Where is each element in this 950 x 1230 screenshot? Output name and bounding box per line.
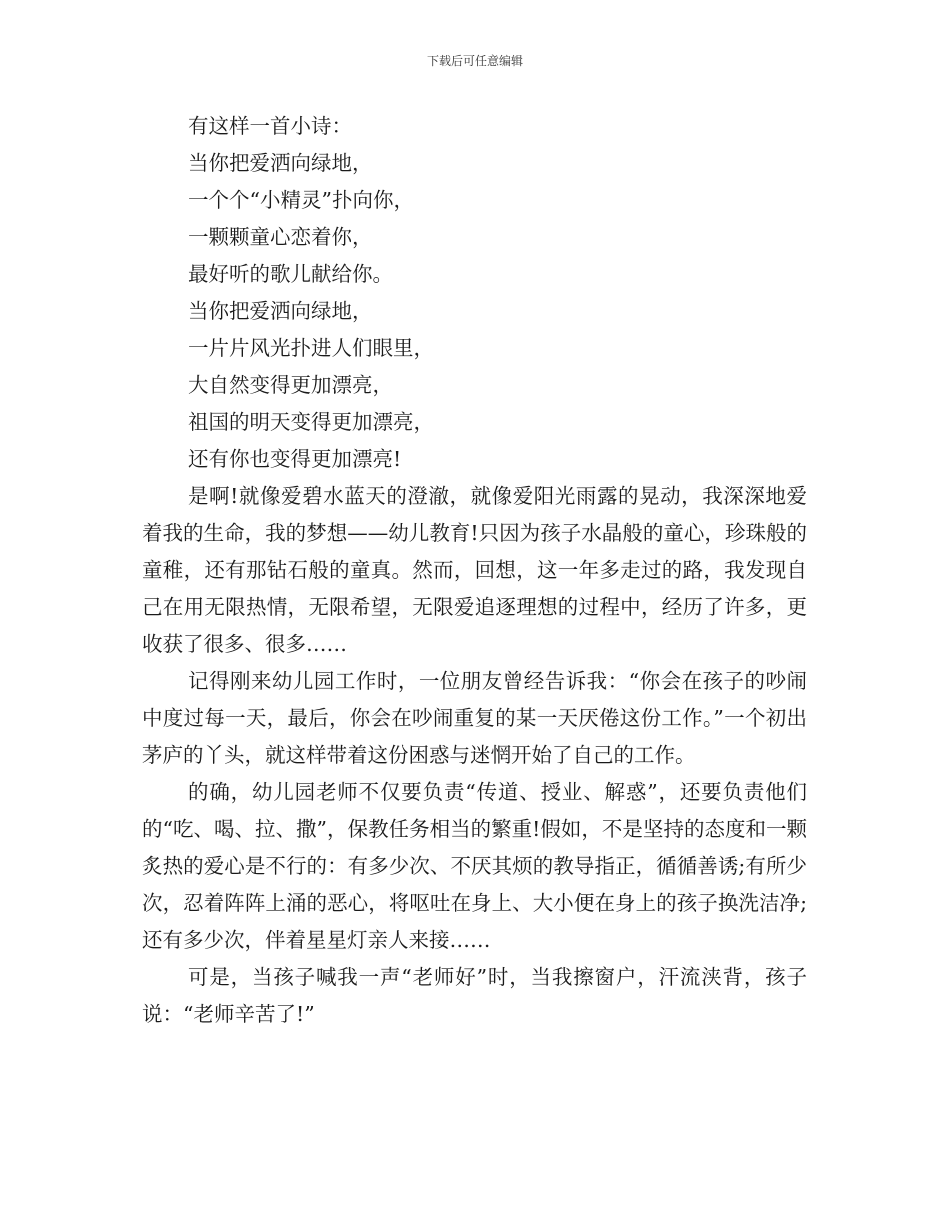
poem-line: 当你把爱洒向绿地， xyxy=(188,151,373,175)
poem-line: 大自然变得更加漂亮， xyxy=(188,373,393,397)
poem-line: 一个个“小精灵”扑向你， xyxy=(188,188,414,212)
body-paragraph: 的确，幼儿园老师不仅要负责“传道、授业、解惑”，还要负责他们的“吃、喝、拉、撒”，保教任务相当的繁重!假如，不是坚持的态度和一颗炙热的爱心是不行的：有多少次、不厌其烦的教导指正，循循善诱;有所少次，忍着阵阵上涌的恶心，将呕吐在身上、大小便在身上的孩子换洗洁净;还有多少次，伴着星星灯亲人来接…… xyxy=(142,780,807,952)
body-paragraph: 记得刚来幼儿园工作时，一位朋友曾经告诉我：“你会在孩子的吵闹中度过每一天，最后，你会在吵闹重复的某一天厌倦这份工作。”一个初出茅庐的丫头，就这样带着这份困惑与迷惘开始了自己的工作。 xyxy=(142,669,807,767)
body-paragraph: 可是，当孩子喊我一声“老师好”时，当我擦窗户，汗流浃背，孩子说：“老师辛苦了!” xyxy=(142,965,807,1026)
poem-line: 最好听的歌儿献给你。 xyxy=(188,262,393,286)
body-paragraph: 是啊!就像爱碧水蓝天的澄澈，就像爱阳光雨露的晃动，我深深地爱着我的生命，我的梦想——幼儿教育!只因为孩子水晶般的童心，珍珠般的童稚，还有那钻石般的童真。然而，回想，这一年多走过的路，我发现自己在用无限热情，无限希望，无限爱追逐理想的过程中，经历了许多，更收获了很多、很多…… xyxy=(142,484,807,656)
poem-line: 祖国的明天变得更加漂亮， xyxy=(188,410,434,434)
document-body xyxy=(142,108,807,1033)
page-header: 下载后可任意编辑 xyxy=(426,54,523,68)
poem-line: 一颗颗童心恋着你， xyxy=(188,225,373,249)
poem-line: 一片片风光扑进人们眼里， xyxy=(188,336,434,360)
poem-line: 有这样一首小诗： xyxy=(188,114,352,138)
poem-line: 当你把爱洒向绿地， xyxy=(188,299,373,323)
poem-line: 还有你也变得更加漂亮! xyxy=(188,447,402,471)
